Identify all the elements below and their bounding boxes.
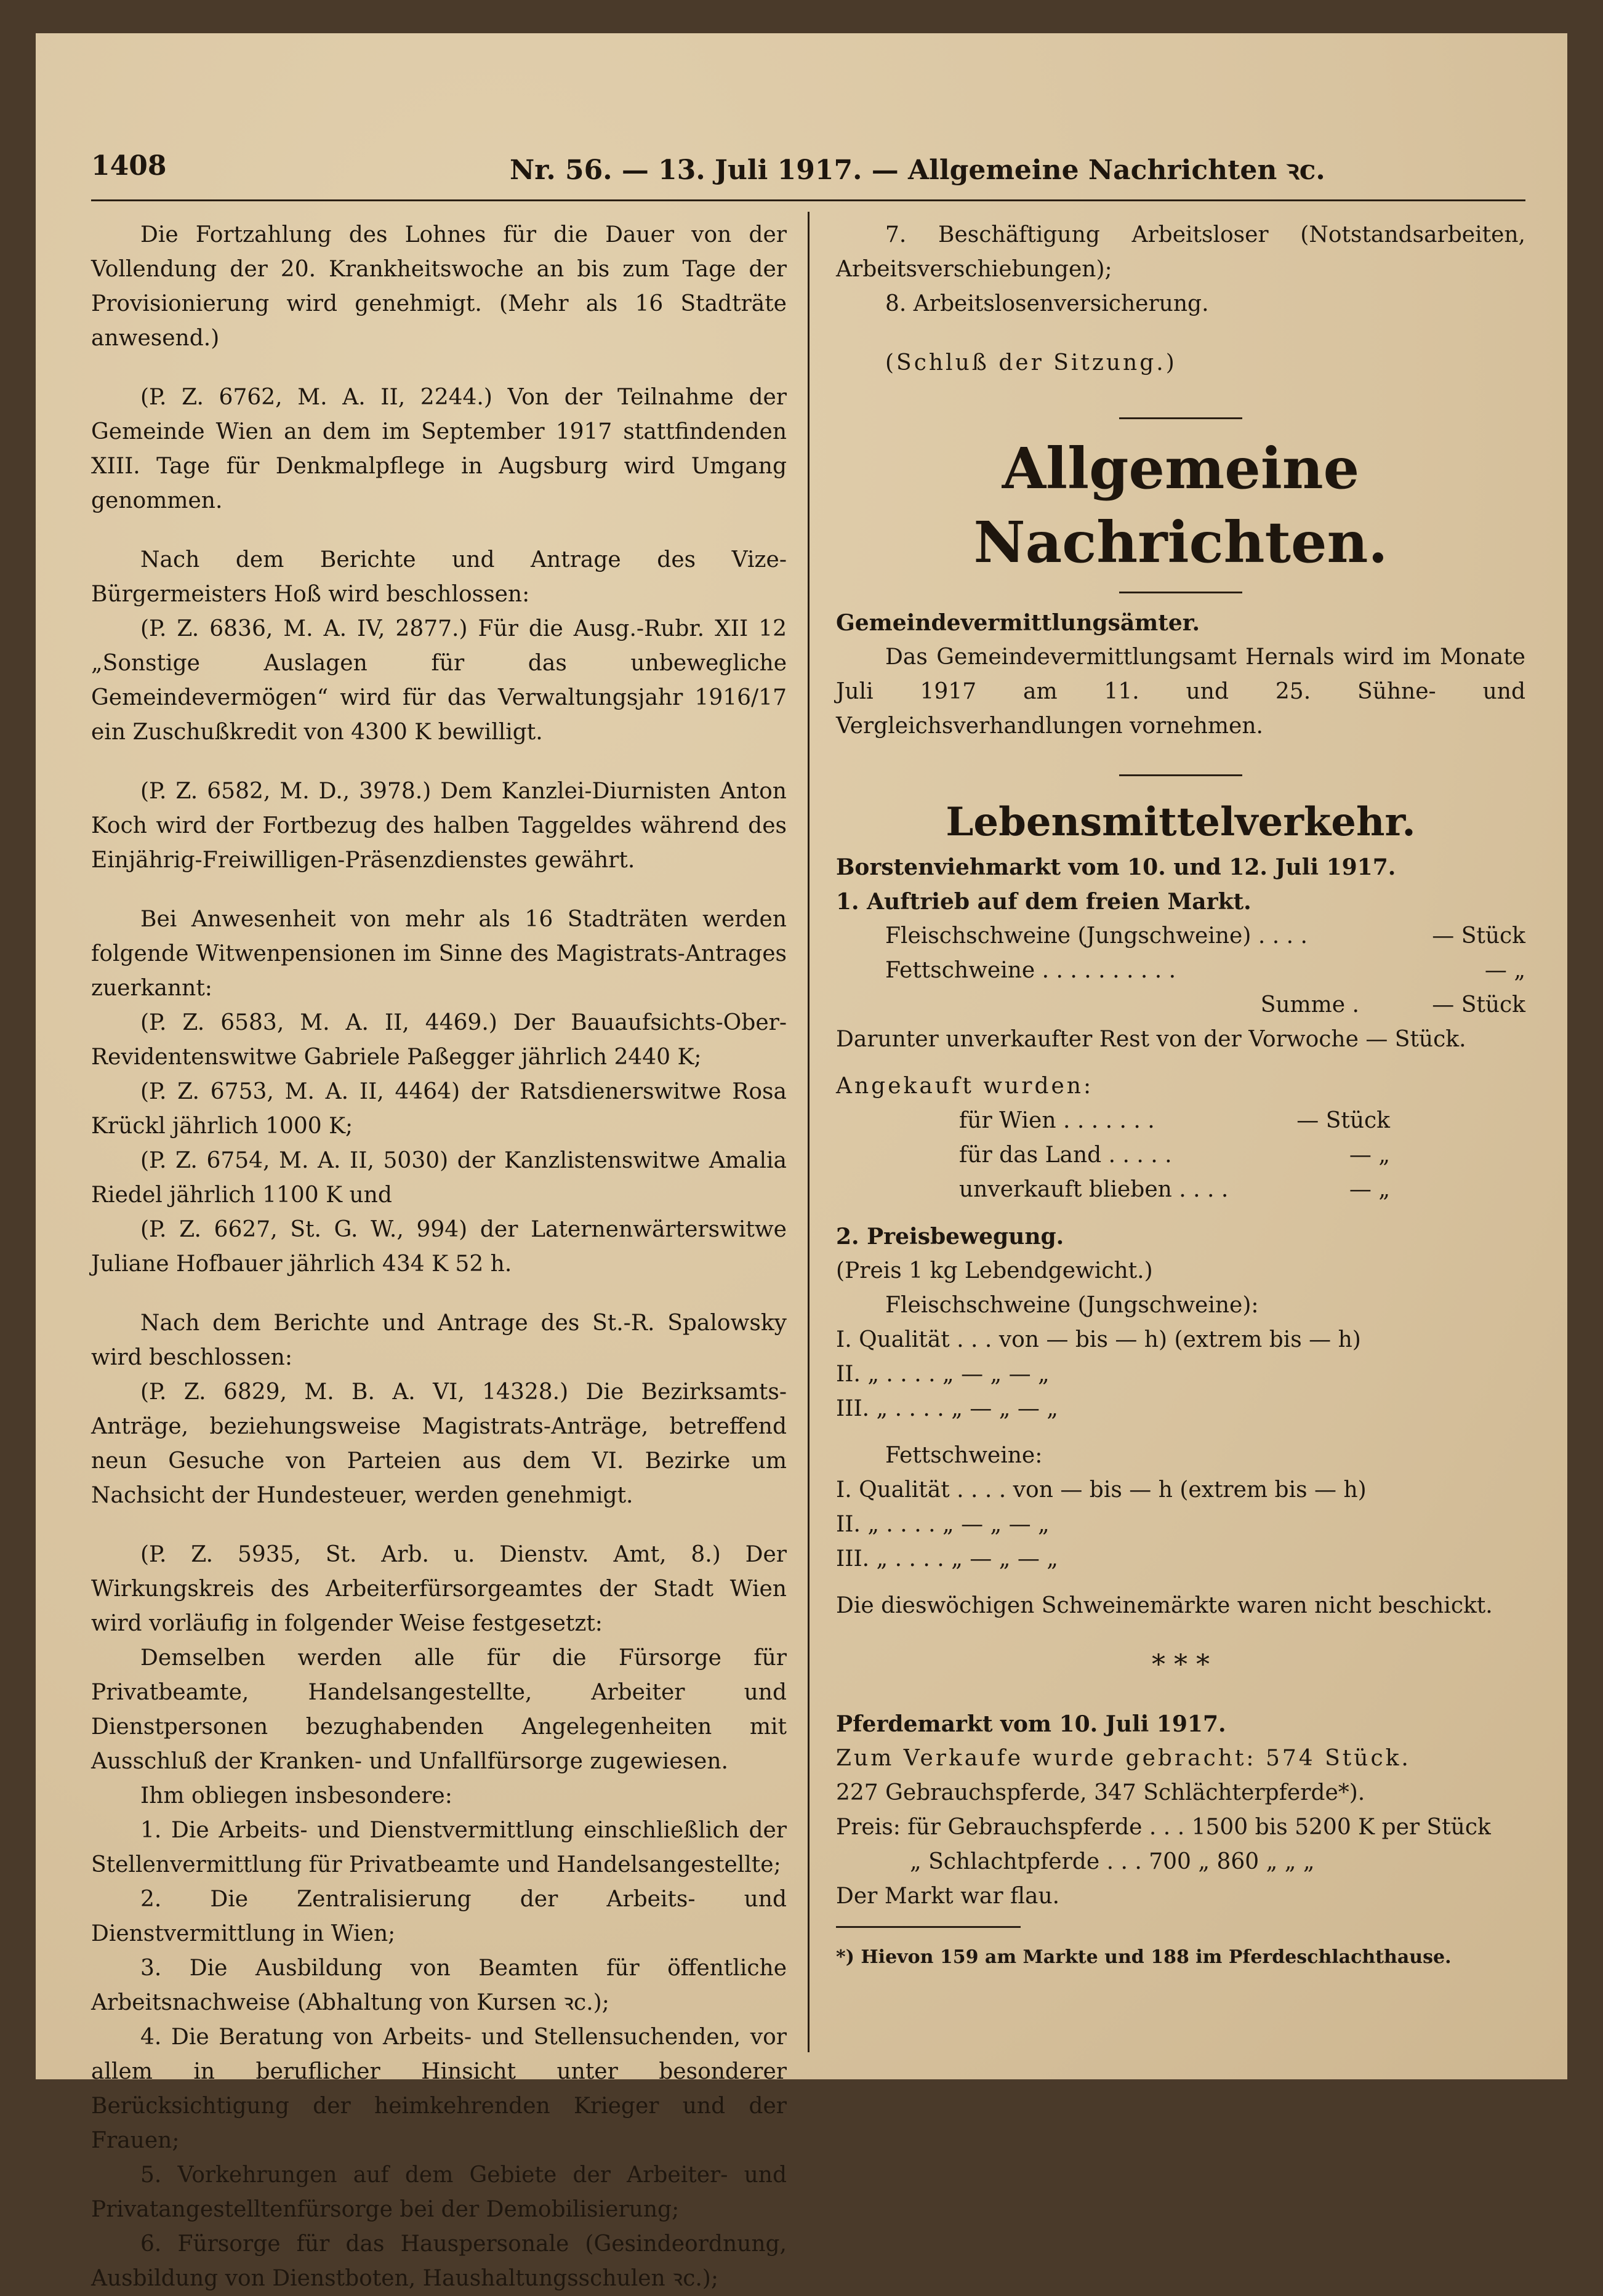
session-close: (Schluß der Sitzung.) [885,350,1177,375]
table-cell: — Stück [1432,992,1525,1018]
angekauft-table [959,1104,1390,1207]
separator-stars: * * * [1152,1649,1210,1680]
paragraph: (P. Z. 6754, M. A. II, 5030) der Kanzlistenswitwe Amalia Riedel jährlich 1100 K und [91,1148,787,1208]
table-cell: — Stück [1432,923,1525,949]
list-item: 4. Die Beratung von Arbeits- und Stellensuchenden, vor allem in beruflicher Hinsicht unter besonderer Berücksichtigung der heimkehrenden Krieger und der Frauen; [91,2025,787,2153]
newspaper-page [36,33,1567,2291]
subsection-title: Angekauft wurden: [836,1074,1094,1099]
section-title: Allgemeine Nachrichten. [973,435,1388,576]
paragraph: (P. Z. 6836, M. A. IV, 2877.) Für die Ausg.-Rubr. XII 12 „Sonstige Auslagen für das unbewegliche Gemeindevermögen“ wird für das Verwaltungsjahr 1916/17 ein Zuschußkredit von 4300 K bewilligt. [91,616,787,745]
section-rule [1119,417,1242,419]
section-title: Lebensmittelverkehr. [946,799,1416,845]
paragraph: (P. Z. 5935, St. Arb. u. Dienstv. Amt, 8.) Der Wirkungskreis des Arbeiterfürsorgeamtes der Stadt Wien wird vorläufig in folgender Weise festgesetzt: [91,1542,787,1636]
price-row: II. „ . . . . „ — „ — „ [836,1362,1050,1387]
paragraph: Nach dem Berichte und Antrage des St.-R. Spalowsky wird beschlossen: [91,1311,787,1370]
table-cell: für Wien . . . . . . . [959,1108,1155,1133]
paragraph: Demselben werden alle für die Fürsorge für Privatbeamte, Handelsangestellte, Arbeiter und Dienstpersonen bezughabenden Angelegenheiten mit Ausschluß der Kranken- und Unfallfürsorge zugewiesen. [91,1645,787,1774]
right-column [836,218,1525,1975]
table-row [959,1138,1390,1173]
paragraph: (P. Z. 6829, M. B. A. VI, 14328.) Die Bezirksamts-Anträge, beziehungsweise Magistrats-Anträge, betreffend neun Gesuche von Parteien aus dem VI. Bezirke um Nachsicht der Hundesteuer, werden genehmigt. [91,1379,787,1508]
table-row [836,988,1525,1022]
table-row [959,1173,1390,1207]
paragraph: Ihm obliegen insbesondere: [140,1783,452,1808]
subsection-title: Gemeindevermittlungsämter. [836,610,1200,636]
table-cell: — „ [1349,1177,1390,1202]
paragraph: Die Fortzahlung des Lohnes für die Dauer von der Vollendung der 20. Krankheitswoche an bis zum Tage der Provisionierung wird genehmigt. (Mehr als 16 Stadträte anwesend.) [91,222,787,351]
paragraph: 227 Gebrauchspferde, 347 Schlächterpferde*). [836,1780,1365,1805]
header-rule [91,199,1525,201]
list-item: 2. Die Zentralisierung der Arbeits- und Dienstvermittlung in Wien; [91,1887,787,1946]
subsection-title: 2. Preisbewegung. [836,1224,1064,1250]
market-title: Borstenviehmarkt vom 10. und 12. Juli 1917. [836,854,1396,880]
table-cell: unverkauft blieben . . . . [959,1177,1229,1202]
list-item: 7. Beschäftigung Arbeitsloser (Notstandsarbeiten, Arbeitsverschiebungen); [836,222,1525,282]
price-row: „ Schlachtpferde . . . 700 „ 860 „ „ „ [910,1849,1315,1874]
subsection-title: 1. Auftrieb auf dem freien Markt. [836,889,1251,915]
price-row: I. Qualität . . . von — bis — h) (extrem bis — h) [836,1327,1361,1352]
paragraph: (P. Z. 6582, M. D., 3978.) Dem Kanzlei-Diurnisten Anton Koch wird der Fortbezug des halben Taggeldes während des Einjährig-Freiwilligen-Präsenzdienstes gewährt. [91,779,787,873]
paragraph: (P. Z. 6753, M. A. II, 4464) der Ratsdienerswitwe Rosa Krückl jährlich 1000 K; [91,1079,787,1139]
footnote-rule [836,1926,1021,1928]
paragraph: (P. Z. 6583, M. A. II, 4469.) Der Bauaufsichts-Ober-Revidentenswitwe Gabriele Paßegger jährlich 2440 K; [91,1010,787,1070]
price-heading: Fettschweine: [885,1443,1043,1468]
section-rule [1119,592,1242,593]
table-cell: für das Land . . . . . [959,1142,1172,1168]
paragraph: Der Markt war flau. [836,1884,1060,1909]
subsection-note: (Preis 1 kg Lebendgewicht.) [836,1258,1153,1283]
paragraph: Das Gemeindevermittlungsamt Hernals wird im Monate Juli 1917 am 11. und 25. Sühne- und Vergleichsverhandlungen vornehmen. [836,644,1525,739]
list-item: 5. Vorkehrungen auf dem Gebiete der Arbeiter- und Privatangestelltenfürsorge bei der Demobilisierung; [91,2162,787,2222]
list-item: 1. Die Arbeits- und Dienstvermittlung einschließlich der Stellenvermittlung für Privatbeamte und Handelsangestellte; [91,1818,787,1877]
list-item: 8. Arbeitslosenversicherung. [885,291,1209,316]
footnote: *) Hievon 159 am Markte und 188 im Pferdeschlachthause. [836,1946,1452,1968]
table-cell: Summe . [1260,992,1359,1018]
section-rule [1119,774,1242,776]
table-cell: Fleischschweine (Jungschweine) . . . . [885,923,1308,949]
table-row [836,953,1525,988]
paragraph: Die dieswöchigen Schweinemärkte waren nicht beschickt. [836,1593,1493,1618]
market-title: Pferdemarkt vom 10. Juli 1917. [836,1711,1226,1737]
paragraph: Zum Verkaufe wurde gebracht: 574 Stück. [836,1746,1411,1771]
paragraph: (P. Z. 6762, M. A. II, 2244.) Von der Teilnahme der Gemeinde Wien an dem im September 1917 stattfindenden XIII. Tage für Denkmalpflege in Augsburg wird Umgang genommen. [91,385,787,513]
table-cell: Fettschweine . . . . . . . . . . [885,958,1176,983]
running-title: Nr. 56. — 13. Juli 1917. — Allgemeine Nachrichten ꝛc. [510,155,1325,186]
table-cell: — „ [1349,1142,1390,1168]
list-item: 3. Die Ausbildung von Beamten für öffentliche Arbeitsnachweise (Abhaltung von Kursen ꝛc.); [91,1956,787,2015]
paragraph: Darunter unverkaufter Rest von der Vorwoche — Stück. [836,1027,1466,1052]
table-cell: — „ [1484,958,1525,983]
price-row: I. Qualität . . . . von — bis — h (extrem bis — h) [836,1477,1367,1503]
column-divider [808,212,810,2052]
table-row [959,1104,1390,1138]
paragraph: Bei Anwesenheit von mehr als 16 Stadträten werden folgende Witwenpensionen im Sinne des Magistrats-Antrages zuerkannt: [91,907,787,1001]
price-heading: Fleischschweine (Jungschweine): [885,1293,1259,1318]
auftrieb-table [836,919,1525,1022]
paragraph: Nach dem Berichte und Antrage des Vize-Bürgermeisters Hoß wird beschlossen: [91,547,787,607]
table-row [836,919,1525,953]
price-row: II. „ . . . . „ — „ — „ [836,1512,1050,1537]
price-row: III. „ . . . . „ — „ — „ [836,1546,1058,1571]
left-column [91,218,787,2296]
paragraph: (P. Z. 6627, St. G. W., 994) der Laternenwärterswitwe Juliane Hofbauer jährlich 434 K 52 h. [91,1217,787,1277]
table-cell: — Stück [1296,1108,1390,1133]
price-row: Preis: für Gebrauchspferde . . . 1500 bis 5200 K per Stück [836,1815,1491,1840]
page-number: 1408 [91,150,167,182]
price-row: III. „ . . . . „ — „ — „ [836,1396,1058,1421]
list-item: 6. Fürsorge für das Hauspersonale (Gesindeordnung, Ausbildung von Dienstboten, Haushaltungsschulen ꝛc.); [91,2231,787,2291]
page-header [91,113,1507,186]
